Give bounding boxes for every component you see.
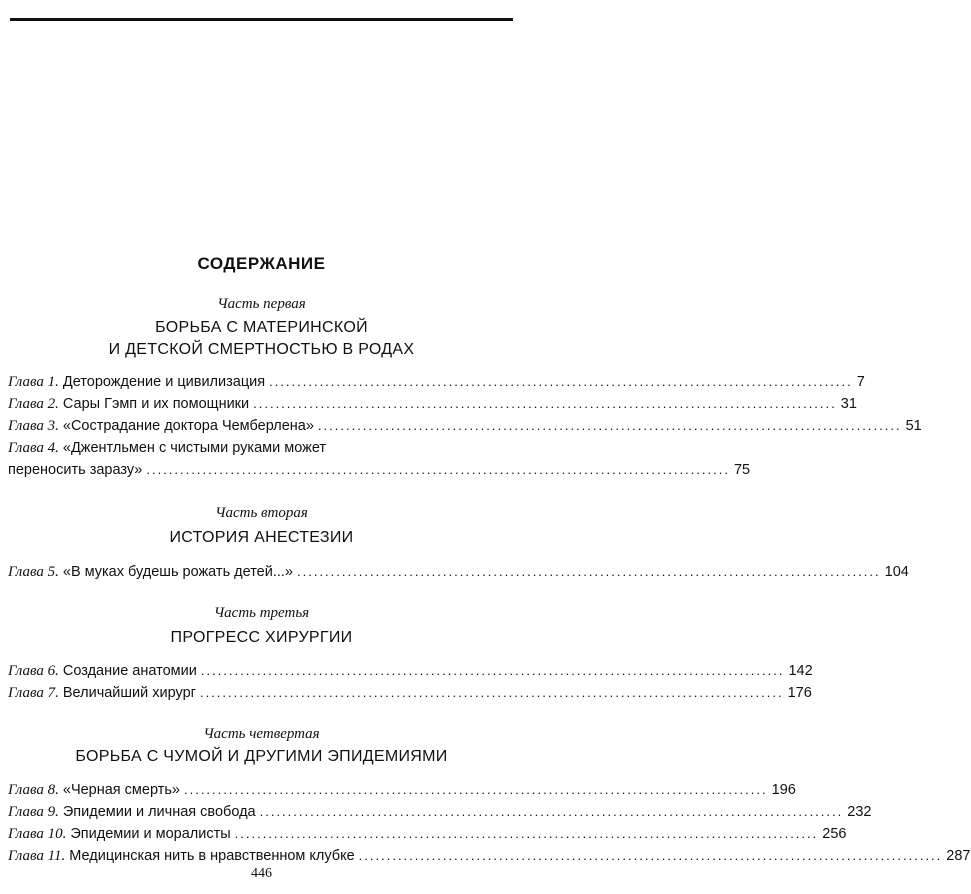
chapter-title: Деторождение и цивилизация [62, 374, 266, 390]
dot-leader: ........................................................................................................ [358, 848, 943, 863]
chapter-title: «Джентльмен с чистыми руками может [62, 440, 327, 456]
chapter-page: 75 [733, 462, 751, 478]
toc-entry-chapter-6[interactable] [8, 660, 813, 682]
toc-entry-chapter-10[interactable] [8, 823, 847, 845]
dot-leader: ........................................................................................................ [234, 826, 819, 841]
chapter-title: Эпидемии и моралисты [70, 826, 231, 842]
chapter-title: Эпидемии и личная свобода [62, 804, 256, 820]
chapter-number: Глава 6. [8, 663, 59, 679]
toc-entry-chapter-7[interactable] [8, 682, 812, 704]
toc-entry-chapter-4-line-1[interactable] [8, 437, 501, 459]
chapter-number: Глава 7. [8, 685, 59, 701]
toc-entry-chapter-5[interactable] [8, 561, 909, 583]
part-2-title-line-1: ИСТОРИЯ АНЕСТЕЗИИ [169, 529, 354, 546]
chapter-title: «Сострадание доктора Чемберлена» [62, 418, 314, 434]
chapter-number: Глава 2. [8, 396, 59, 412]
chapter-page: 51 [905, 418, 922, 434]
dot-leader: ........................................................................................................ [269, 374, 853, 389]
toc-entry-chapter-8[interactable] [8, 779, 796, 801]
part-1-title-line-1: БОРЬБА С МАТЕРИНСКОЙ [155, 319, 368, 336]
dot-leader: ........................................................................................................ [199, 685, 784, 700]
toc-entry-chapter-11[interactable] [8, 845, 971, 867]
chapter-number: Глава 9. [8, 804, 59, 820]
chapter-title: Медицинская нить в нравственном клубке [69, 848, 355, 864]
dot-leader: ........................................................................................................ [200, 663, 785, 678]
part-2-label: Часть вторая [215, 505, 308, 521]
dot-leader: ........................................................................................................ [146, 462, 730, 477]
dot-leader: ........................................................................................................ [317, 418, 902, 433]
chapter-page: 176 [787, 685, 812, 701]
chapter-page: 31 [840, 396, 857, 412]
dot-leader: ........................................................................................................ [253, 396, 837, 411]
chapter-title: «В муках будешь рожать детей...» [62, 564, 293, 580]
top-rule [10, 18, 513, 21]
part-3-label: Часть третья [213, 605, 310, 621]
part-1-label: Часть первая [217, 296, 306, 312]
chapter-number: Глава 3. [8, 418, 59, 434]
chapter-title: «Черная смерть» [62, 782, 180, 798]
part-3-title-line-1: ПРОГРЕСС ХИРУРГИИ [170, 629, 353, 646]
chapter-title: Величайший хирург [62, 685, 196, 701]
dot-leader: ........................................................................................................ [259, 804, 844, 819]
chapter-number: Глава 1. [8, 374, 59, 390]
toc-entry-chapter-3[interactable] [8, 415, 922, 437]
page-number: 446 [251, 866, 272, 881]
dot-leader: ........................................................................................................ [297, 564, 881, 579]
chapter-title-continued: переносить заразу» [8, 462, 143, 478]
toc-entry-chapter-2[interactable] [8, 393, 857, 415]
part-4-label: Часть четвертая [203, 726, 320, 742]
chapter-page: 104 [884, 564, 909, 580]
chapter-title: Сары Гэмп и их помощники [62, 396, 250, 412]
chapter-number: Глава 8. [8, 782, 59, 798]
part-4-title-line-1: БОРЬБА С ЧУМОЙ И ДРУГИМИ ЭПИДЕМИЯМИ [75, 748, 448, 765]
chapter-number: Глава 4. [8, 440, 59, 456]
chapter-page: 142 [788, 663, 813, 679]
part-1-title-line-2: И ДЕТСКОЙ СМЕРТНОСТЬЮ В РОДАХ [108, 341, 415, 358]
chapter-page: 256 [822, 826, 847, 842]
chapter-title: Создание анатомии [62, 663, 197, 679]
chapter-page: 287 [946, 848, 971, 864]
page-title: СОДЕРЖАНИЕ [197, 254, 326, 273]
toc-entry-chapter-1[interactable] [8, 371, 865, 393]
chapter-number: Глава 5. [8, 564, 59, 580]
chapter-number: Глава 11. [8, 848, 66, 864]
chapter-page: 196 [771, 782, 796, 798]
toc-entry-chapter-9[interactable] [8, 801, 872, 823]
dot-leader: ........................................................................................................ [183, 782, 768, 797]
chapter-page: 232 [847, 804, 872, 820]
chapter-number: Глава 10. [8, 826, 67, 842]
toc-entry-chapter-4-line-2[interactable] [8, 459, 751, 481]
chapter-page: 7 [856, 374, 865, 390]
